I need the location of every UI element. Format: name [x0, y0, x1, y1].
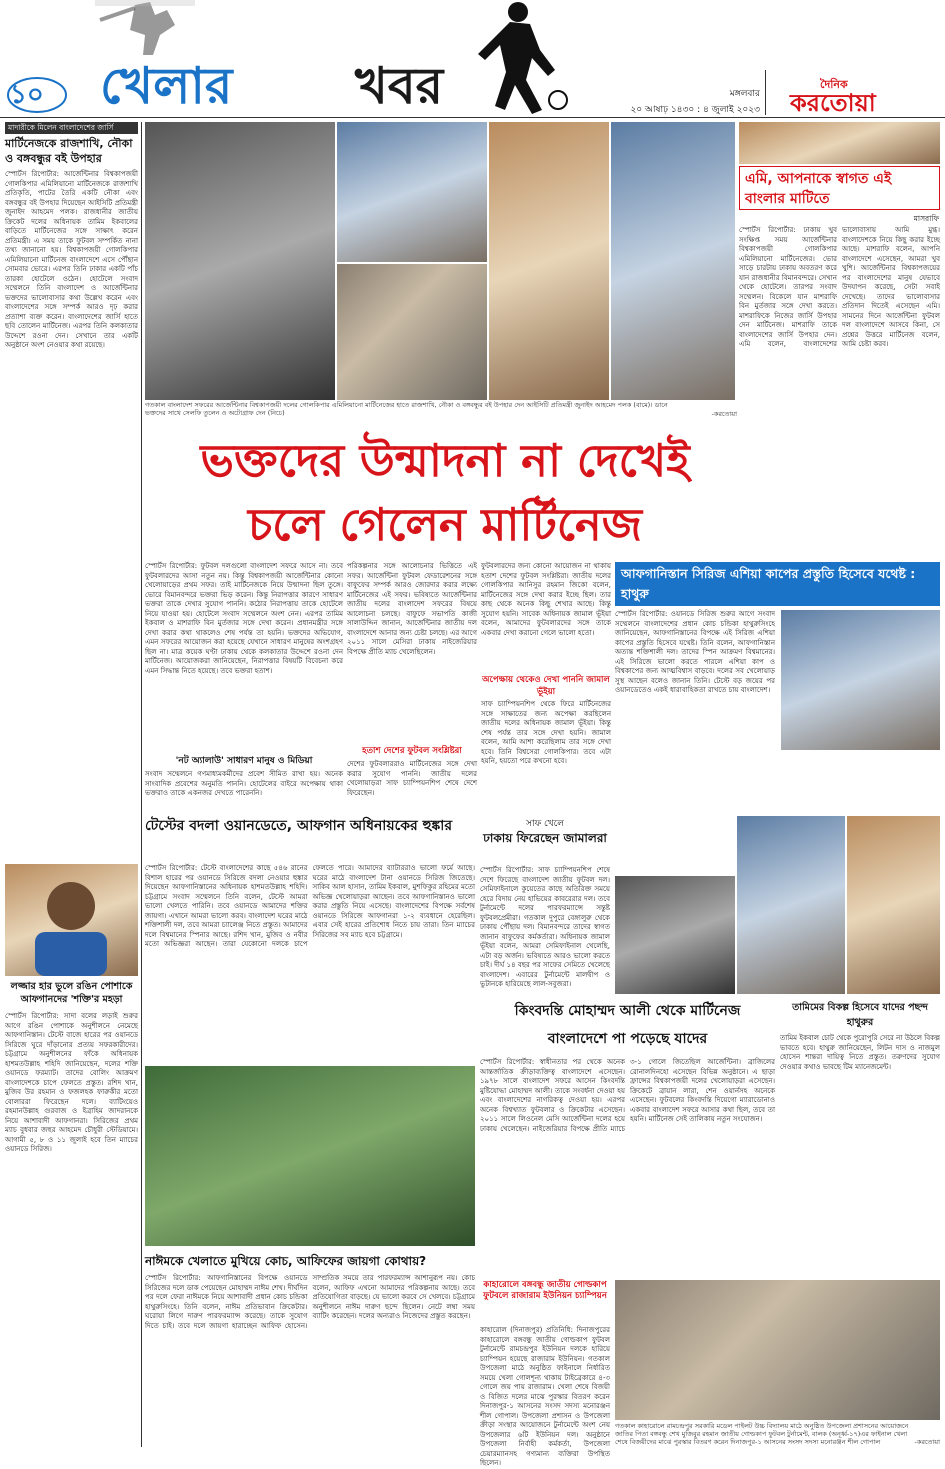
photo-press-meet [337, 264, 487, 400]
left-column [5, 122, 138, 1447]
main-sub-3-body: সাফ চ্যাম্পিয়নশিপ থেকে ফিরে মার্টিনেজের সঙ্গে সাক্ষাতের জন্য অপেক্ষা করছিলেন জাতীয় দলের অধিনায়ক জামাল ভূঁইয়া। কিন্তু শেষ পর্যন্ত তার সঙ্গে দেখা হয়নি। জামাল বলেন, আমি আশা করেছিলাম তার সঙ্গে দেখা হবে। তিনি বিশ্বসেরা গোলকিপার। তবে এটা হয়নি, হয়তো পরে কখনো হবে। [481, 700, 611, 765]
paper-name-small: দৈনিক [820, 78, 848, 91]
main-story-col2: পরিকল্পনার সঙ্গে আলোচনার ভিত্তিতে এই সফর। আর্জেন্টিনা ফুটবল ফেডারেশনের সঙ্গে বাফুফের সম্পর্ক আরও জোরদার করার লক্ষ্যে মার্টিনেজের এই সফর। ভবিষ্যতে আর্জেন্টিনার জাতীয় দলের বাংলাদেশ সফরের বিষয়ে আলোচনা চলছে। বাফুফে সভাপতি কাজী সালাউদ্দিন জানান, আর্জেন্টিনার জাতীয় দল বাংলাদেশে আনার জন্য চেষ্টা চলছে। এর আগে ২০১১ সালে মেসিরা ঢাকায় নাইজেরিয়ার বিপক্ষে প্রীতি ম্যাচ খেলেছিলেন। [347, 562, 477, 656]
welcome-headline: এমি, আপনাকে স্বাগত এই বাংলার মাটিতে [739, 166, 940, 210]
banner-line-1: ভক্তদের উন্মাদনা না দেখেই [200, 434, 690, 487]
welcome-byline: মাসরাফি [913, 214, 939, 223]
ali-photos [615, 816, 940, 946]
tamim-headline: তামিমের বিকল্প হিসেবে যাদের পছন্দ হাথুরুর [792, 1002, 928, 1028]
left-body: স্পোর্টস রিপোর্টার: আর্জেন্টিনার বিশ্বকাপজয়ী গোলকিপার এমিলিয়ানো মার্টিনেজকে রাজশাখি প্রতিকৃতি, পাটের তৈরি একটি নৌকা এবং বঙ্গবন্ধুর বই উপহার দিয়েছেন আইসিটি প্রতিমন্ত্রী জুনাইদ আহমেদ পলক। রাজধানীর জাতীয় ক্রিকেট দলের অধিনায়ক তামিম ইকবালের বাড়িতে মার্টিনেজের সঙ্গে সাক্ষাৎ করেন প্রতিমন্ত্রী। এ সময় তাকে ফুটবল সম্পর্কিত নানা তথ্য জানানো হয়। বিশ্বকাপজয়ী গোলকিপার এমিলিয়ানো মার্টিনেজ বাংলাদেশে এসে পৌঁছান সোমবার ভোরে। এরপর তিনি ঢাকার একটি পাঁচ তারকা হোটেলে ওঠেন। হোটেলে সংবাদ সম্মেলনে তিনি বাংলাদেশ ও আর্জেন্টিনার ভক্তদের ভালোবাসার কথা উল্লেখ করেন এবং বাংলাদেশের সঙ্গে সম্পর্ক আরও দৃঢ় করার প্রত্যাশা ব্যক্ত করেন। বাংলাদেশের জার্সি হাতে ছবি তোলেন মার্টিনেজ। এরপর তিনি কলকাতার উদ্দেশে রওনা দেন। সেখানে তার একটি অনুষ্ঠানে অংশ নেওয়ার কথা রয়েছে। [5, 170, 138, 349]
photo-martinez-hotel [737, 816, 845, 994]
photo-selfie [489, 122, 609, 400]
welcome-body: স্পোর্টস রিপোর্টার: ঢাকায় খুব সংক্ষিপ্ত সময় আর্জেন্টিনার বিশ্বকাপজয়ী গোলকিপার এমিলিয়ানো মার্টিনেজের। ভোর সাড়ে চারটায় ঢাকায় অবতরণ করে যান রাজধানীর বিমানবন্দরে। সেখান থেকে হোটেলে। তারপর সংবাদ সম্মেলন। বিকেলে যান মাশরাফি বিন মুর্তজার সঙ্গে দেখা করতে। মাশরাফিকে নিজের জার্সি উপহার দেন মার্টিনেজ। মাশরাফি তাকে বাংলাদেশের জার্সি উপহার দেন। এমি বলেন, বাংলাদেশের ভালোবাসায় আমি মুগ্ধ। বাংলাদেশকে নিয়ে কিছু করার ইচ্ছে আছে। মাশরাফি বলেন, আপনি বাংলাদেশে এসেছেন, আমরা খুব খুশি। আর্জেন্টিনার বিশ্বকাপজয়ের পর বাংলাদেশের মানুষ যেভাবে উদযাপন করেছে, সেটা সবাই দেখেছে। তাদের ভালোবাসার প্রতিদান দিতেই এসেছেন এমি। সামনের দিনে আর্জেন্টিনা ফুটবল দল বাংলাদেশে আসবে কিনা, সে প্রশ্নের উত্তরে মার্টিনেজ বলেন, আমি চেষ্টা করব। [739, 226, 940, 348]
afghan-body: স্পোর্টস রিপোর্টার: ওয়ানডে সিরিজ শুরুর আগে সংবাদ সম্মেলনে বাংলাদেশের প্রধান কোচ চন্ডিকা হাথুরুসিংহে জানিয়েছেন, আফগানিস্তানের বিপক্ষে এই সিরিজ এশিয়া কাপের প্রস্তুতি হিসেবে যথেষ্ট। তিনি বলেন, আফগানিস্তান অত্যন্ত শক্তিশালী দল। তাদের স্পিন আক্রমণ বিশ্বমানের। এই সিরিজে ভালো করতে পারলে এশিয়া কাপ ও বিশ্বকাপের জন্য আত্মবিশ্বাস বাড়বে। দলের সব খেলোয়াড় সুস্থ আছেন বলেও জানান তিনি। টেস্টে বড় জয়ের পর ওয়ানডেতেও একই ধারাবাহিকতা রাখতে চায় বাংলাদেশ। [615, 610, 775, 694]
cricket-practice-photo [145, 1066, 475, 1246]
main-sub-3: অপেক্ষায় থেকেও দেখা পাননি জামাল ভূঁইয়া [482, 675, 610, 697]
afghan-captain-photo [5, 864, 138, 976]
test-revenge-headline: টেস্টের বদলা ওয়ানডেতে, আফগান অধিনায়কের হুঙ্কার [145, 818, 453, 834]
photo-gift-boat [337, 122, 487, 262]
main-sub-2-body: দেশের ফুটবলাররাও মার্টিনেজের সঙ্গে দেখা করার সুযোগ পাননি। জাতীয় দলের খেলোয়াড়রা সাফ চ্যাম্পিয়নশিপ শেষে দেশে ফিরেছেন। [347, 760, 477, 797]
main-sub-2: হতাশ দেশের ফুটবল সংশ্লিষ্টরা [362, 746, 462, 756]
ali-headline-block [480, 998, 775, 1054]
masthead-title-b: খবর [355, 56, 444, 115]
afghan-headline: আফগানিস্তান সিরিজ এশিয়া কাপের প্রস্তুতি হিসেবে যথেষ্ট : হাথুরু [615, 562, 940, 606]
photo-fan [611, 122, 735, 400]
saff-headline: ঢাকায় ফিরেছেন জামালরা [483, 831, 607, 845]
tamim-body: তামিম ইকবাল চোট থেকে পুরোপুরি সেরে না উঠলে বিকল্প ভাবতে হবে। হাথুরু জানিয়েছেন, লিটন দাস ও নাজমুল হোসেন শান্তরা দায়িত্ব নিতে প্রস্তুত। তরুণদের সুযোগ দেওয়ার কথাও ভাবছে টিম ম্যানেজমেন্ট। [780, 1034, 940, 1071]
gold-cup-photo [615, 1280, 940, 1420]
left-col-divider [141, 122, 142, 1447]
masthead-title-a: খেলার [100, 56, 233, 115]
page-number-ring-icon [6, 76, 68, 114]
test-revenge-story [145, 816, 475, 1066]
afghan-story [615, 562, 940, 812]
banner-headline [145, 430, 745, 558]
welcome-box [739, 122, 940, 442]
top-photo-caption: গতকাল বাংলাদেশ সফরের আর্জেন্টিনার বিশ্বকাপজয়ী দলের গোলকিপার এমিলিয়ানো মার্টিনেজের হাতে রাজশাখি, নৌকা ও বঙ্গবন্ধুর বই উপহার দেন আইসিটি প্রতিমন্ত্রী জুনাইদ আহমেদ পলক (বামে)। ডানে ভক্তদের সাথে সেলফি তুলেন ও অটোগ্রাফ দেন (নিচে) [145, 401, 668, 417]
bangabandhu-headline: কাহারোলে বঙ্গবন্ধু জাতীয় গোল্ডকাপ ফুটবলে রাজারাম ইউনিয়ন চ্যাম্পিয়ন [483, 1280, 607, 1301]
afghan-practice-body: স্পোর্টস রিপোর্টার: সাদা বলের লড়াই শুরুর আগে রঙিন পোশাকে অনুশীলনে নেমেছে আফগানিস্তান। টেস্টে বাজে হারের পর ওয়ানডে সিরিজে ঘুরে দাঁড়ানোর প্রত্যয় সফরকারীদের। চট্টগ্রামে অনুশীলনের ফাঁকে অধিনায়ক হাশমতউল্লাহ শহিদি জানিয়েছেন, দলের শক্তি ওয়ানডে ফরম্যাট। তাদের বোলিং আক্রমণ বাংলাদেশকে চাপে ফেলতে প্রস্তুত। রশিদ খান, মুজিব উর রহমান ও ফজলহক ফারুকীর মতো বোলাররা ফিরেছেন দলে। ব্যাটিংয়েও রহমানউল্লাহ গুরবাজ ও ইব্রাহিম জাদরানকে নিয়ে আশাবাদী আফগানরা। সিরিজের প্রথম ম্যাচ বুধবার জহুর আহমেদ চৌধুরী স্টেডিয়ামে। আগামী ৫, ৮ ও ১১ জুলাই হবে তিন ম্যাচের ওয়ানডে সিরিজ। [5, 1012, 138, 1153]
masthead-divider [765, 70, 766, 115]
main-story-col3: ফুটবলারদের জন্য কোনো আয়োজন না থাকায় হতাশ দেশের ফুটবল সংশ্লিষ্টরা। জাতীয় দলের গোলকিপার আনিসুর রহমান জিকো বলেন, মার্টিনেজের সঙ্গে দেখা করার ইচ্ছে ছিল। তার কাছ থেকে অনেক কিছু শেখার আছে। কিন্তু সুযোগ হয়নি। সাবেক অধিনায়ক জামাল ভূঁইয়া বলেন, আমাদের ফুটবলারদের সঙ্গে তাকে একবার দেখা করানো গেলে ভালো হতো। [481, 562, 611, 637]
saff-kicker: সাফ খেলে [526, 819, 564, 829]
page-number: ১০ [10, 80, 44, 110]
masthead-day: মঙ্গলবার [729, 89, 760, 99]
nagim-headline: নাঈমকে খেলাতে মুখিয়ে কোচ, আফিফের জায়গা কোথায়? [145, 1254, 427, 1268]
left-kicker: মাদারীকে মিলেন বাংলাদেশের জার্সি [5, 122, 138, 134]
photo-fan-small [739, 122, 940, 164]
main-sub-1-body: সংবাদ সম্মেলনে গণমাধ্যমকর্মীদের প্রবেশ সীমিত রাখা হয়। অনেক সাংবাদিক প্রবেশের অনুমতি পাননি। হোটেলের বাইরে অপেক্ষায় থাকা ভক্তরাও তাকে একনজর দেখতে পারেননি। [145, 770, 343, 797]
bangabandhu-story [480, 1280, 610, 1467]
masthead-bottom-rule [0, 117, 945, 118]
gold-cup-credit: -করতোয়া [914, 1438, 940, 1446]
test-revenge-body: স্পোর্টস রিপোর্টার: টেস্টে বাংলাদেশের কাছে ৫৪৬ রানের বিশাল হারের পর ওয়ানডে সিরিজে বদলা নেওয়ার হুঙ্কার দিয়েছেন আফগানিস্তানের অধিনায়ক হাশমতউল্লাহ শহিদি। চট্টগ্রামে সংবাদ সম্মেলনে তিনি বলেন, টেস্টে আমরা ভালো খেলতে পারিনি। তবে ওয়ানডে আমাদের শক্তির জায়গা। এখানে আমরা ভালো করব। বাংলাদেশ ঘরের মাঠে শক্তিশালী দল, তবে আমরা চ্যালেঞ্জ নিতে প্রস্তুত। আমাদের দলে বিশ্বমানের স্পিনার আছে। রশিদ খান, মুজিব ও নবীর মতো অভিজ্ঞরা আছেন। তারা যেকোনো দলকে চাপে ফেলতে পারে। আমাদের ব্যাটাররাও ভালো ফর্মে আছে। ঘরের মাঠে বাংলাদেশ টানা ওয়ানডে সিরিজ জিতেছে। সাকিব আল হাসান, তামিম ইকবাল, মুশফিকুর রহিমের মতো অভিজ্ঞ খেলোয়াড়রা আছেন। তবে আফগানিস্তানও ভালো করার প্রস্তুতি নিয়ে এসেছে। বাংলাদেশের বিপক্ষে সর্বশেষ ওয়ানডে সিরিজে আফগানরা ১-২ ব্যবধানে হেরেছিল। এবার সেই হারের প্রতিশোধ নিতে চায় তারা। তিন ম্যাচের সিরিজের সব ম্যাচ হবে চট্টগ্রামে। [145, 864, 475, 948]
masthead-date: ২০ আষাঢ় ১৪৩০ : ৪ জুলাই ২০২৩ [630, 105, 760, 115]
cricket-player-silhouette-icon [95, 0, 205, 60]
ali-headline-2: বাংলাদেশে পা পড়েছে যাদের [547, 1031, 708, 1047]
saff-body: স্পোর্টস রিপোর্টার: সাফ চ্যাম্পিয়নশিপ শেষে দেশে ফিরেছে বাংলাদেশ জাতীয় ফুটবল দল। সেমিফাইনালে কুয়েতের কাছে অতিরিক্ত সময়ে হেরে বিদায় নেয় হাভিয়ের কাবরেরার দল। তবে টুর্নামেন্টে দলের পারফরম্যান্সে সন্তুষ্ট ফুটবলপ্রেমীরা। গতকাল দুপুরে বেঙ্গালুরু থেকে ঢাকায় পৌঁছায় দল। বিমানবন্দরে তাদের স্বাগত জানান বাফুফের কর্মকর্তারা। অধিনায়ক জামাল ভূঁইয়া বলেন, আমরা সেমিফাইনাল খেলেছি, এটা বড় অর্জন। ভবিষ্যতে আরও ভালো করতে চাই। দীর্ঘ ১৪ বছর পর সাফের সেমিতে খেলেছে বাংলাদেশ। এবারের টুর্নামেন্টে মালদ্বীপ ও ভুটানকে হারিয়েছে লাল-সবুজরা। [480, 866, 610, 988]
photo-muhammad-ali [615, 876, 735, 994]
nagim-story [145, 1250, 475, 1447]
masthead [0, 0, 945, 118]
hathuru-photo [781, 610, 940, 750]
top-photo-credit: -করতোয়া [711, 410, 737, 418]
afghan-practice-headline: লজ্জার হার ভুলে রঙিন পোশাকে আফগানদের 'শক্তি'র মহড়া [10, 981, 133, 1005]
photo-other-star [847, 816, 940, 994]
left-headline: মার্টিনেজকে রাজশাখি, নৌকা ও বঙ্গবন্ধুর বই উপহার [5, 137, 133, 165]
gold-cup-caption: গতকাল কাহারোলে রামচন্দ্রপুর সরকারি মডেল পাইলট উচ্চ বিদ্যালয় মাঠে অনুষ্ঠিত উপজেলা প্রশাসনের আয়োজনে জাতির পিতা বঙ্গবন্ধু শেখ মুজিবুর রহমান জাতীয় গোল্ডকাপ ফুটবল টুর্নামেন্ট, বালক (অনূর্ধ্ব-১৭)এর ফাইনাল খেলা শেষে বিজয়ীদের মাঝে পুরস্কার বিতরণ করেন দিনাজপুর-১ আসনের সংসদ সদস্য মনোরঞ্জন শীল গোপাল [615, 1422, 909, 1446]
bangabandhu-body: কাহারোল (দিনাজপুর) প্রতিনিধি: দিনাজপুরের কাহারোলে বঙ্গবন্ধু জাতীয় গোল্ডকাপ ফুটবল টুর্নামেন্টে রামচন্দ্রপুর ইউনিয়ন দলকে হারিয়ে চ্যাম্পিয়ন হয়েছে রাজারাম ইউনিয়ন। গতকাল উপজেলা মাঠে অনুষ্ঠিত ফাইনালে নির্ধারিত সময়ে খেলা গোলশূন্য থাকায় টাইব্রেকারে ৪-৩ গোলে জয় পায় রাজারাম। খেলা শেষে বিজয়ী ও বিজিত দলের মাঝে পুরস্কার বিতরণ করেন দিনাজপুর-১ আসনের সংসদ সদস্য মনোরঞ্জন শীল গোপাল। উপজেলা প্রশাসন ও উপজেলা ক্রীড়া সংস্থার আয়োজনে টুর্নামেন্টে অংশ নেয় উপজেলার ৬টি ইউনিয়ন দল। অনুষ্ঠানে উপজেলা নির্বাহী কর্মকর্তা, উপজেলা চেয়ারম্যানসহ গণ্যমান্য ব্যক্তিরা উপস্থিত ছিলেন। [480, 1326, 610, 1467]
ali-headline-1: কিংবদন্তি মোহাম্মদ আলী থেকে মার্টিনেজ [514, 1003, 741, 1019]
paper-name: করতোয়া [790, 89, 876, 117]
banner-line-2: চলে গেলেন মার্টিনেজ [247, 498, 643, 551]
ali-body: স্পোর্টস রিপোর্টার: স্বাধীনতার পর থেকে অনেক আন্তর্জাতিক ক্রীড়াব্যক্তিত্ব বাংলাদেশে এসেছেন। ১৯৭৮ সালে বাংলাদেশ সফরে আসেন কিংবদন্তি মুষ্টিযোদ্ধা মোহাম্মদ আলী। তাকে সংবর্ধনা দেওয়া হয় এবং বাংলাদেশের নাগরিকত্ব দেওয়া হয়। এরপর অনেক বিশ্বখ্যাত ফুটবলার ও ক্রিকেটার এসেছেন। ২০১১ সালে লিওনেল মেসি আর্জেন্টিনা দলের হয়ে ঢাকায় খেলেছেন। নাইজেরিয়ার বিপক্ষে প্রীতি ম্যাচে ৩-১ গোলে জিতেছিল আর্জেন্টিনা। ব্রাজিলের রোনালদিনহো এসেছেন বিভিন্ন অনুষ্ঠানে। এ ছাড়া ফ্রান্সের বিশ্বকাপজয়ী দলের খেলোয়াড়রা এসেছেন। ক্রিকেটে ব্রায়ান লারা, শেন ওয়ার্নসহ অনেকে এসেছেন। ফুটবলের কিংবদন্তি দিয়েগো ম্যারাডোনাও একবার বাংলাদেশ সফরে আসার কথা ছিল, তবে তা হয়নি। মার্টিনেজ সেই তালিকায় নতুন সংযোজন। [480, 1058, 775, 1133]
player-portrait-icon [5, 864, 138, 976]
photo-gift-handover [145, 122, 335, 400]
main-sub-1: 'নট অ্যালাউ' সাধারণ মানুষ ও মিডিয়া [175, 756, 313, 766]
main-story-col1: স্পোর্টস রিপোর্টার: ফুটবল দলগুলো বাংলাদেশ সফরে আসে না। তবে ফুটবলারদের আসা নতুন নয়। কিন্তু বিশ্বকাপজয়ী আর্জেন্টিনার কোনো খেলোয়াড়ের প্রথম সফর। তাই মার্টিনেজকে নিয়ে উন্মাদনা ছিল তুঙ্গে। ভোরে বিমানবন্দরে ভক্তরা ভিড় করেন। কিন্তু নিরাপত্তার কারণে সাধারণ ভক্তরা তাকে দেখার সুযোগ পাননি। কঠোর নিরাপত্তায় তাকে হোটেলে নিয়ে যাওয়া হয়। হোটেলে সংবাদ সম্মেলনে অংশ নেন। এরপর তামিম ইকবাল ও মাশরাফি বিন মুর্তজার সঙ্গে দেখা করেন। প্রধানমন্ত্রীর সঙ্গে দেখা করার কথা থাকলেও শেষ পর্যন্ত তা হয়নি। ভক্তদের অভিযোগ, এমন সফরের আয়োজন করা হয়েছে যেখানে সাধারণ মানুষের অংশগ্রহণ ছিল না। মাত্র কয়েক ঘণ্টা ঢাকায় থেকে কলকাতার উদ্দেশে রওনা দেন মার্টিনেজ। আয়োজকরা জানিয়েছেন, নিরাপত্তার বিষয়টি বিবেচনা করে এমন সিদ্ধান্ত নিতে হয়েছে। তবে ভক্তরা হতাশ। [145, 562, 343, 675]
nagim-body: স্পোর্টস রিপোর্টার: আফগানিস্তানের বিপক্ষে ওয়ানডে সিরিজের দলে ডাক পেয়েছেন মোহাম্মদ নাঈম শেখ। দীর্ঘদিন পর দলে ফেরা নাঈমকে নিয়ে আশাবাদী প্রধান কোচ চন্ডিকা হাথুরুসিংহে। তিনি বলেন, নাঈম প্রতিভাবান ক্রিকেটার। ঘরোয়া লিগে দারুণ পারফরম্যান্স করেছে। তাকে সুযোগ দিতে চাই। তবে দলে জায়গা হারাচ্ছেন আফিফ হোসেন। সাম্প্রতিক সময়ে তার পারফরম্যান্স আশানুরূপ নয়। কোচ বলেন, আফিফ এখনো আমাদের পরিকল্পনায় আছে। তবে প্রতিযোগিতা বাড়ছে। যে ভালো করবে সে খেলবে। চট্টগ্রামে অনুশীলনে নাঈম দারুণ ছন্দে ছিলেন। নেটে লম্বা সময় ব্যাটিং করেছেন। দলের অন্যরাও নিজেদের প্রস্তুত করছেন। [145, 1274, 475, 1330]
top-photo-collage [145, 122, 735, 408]
tamim-story [780, 1000, 940, 1160]
